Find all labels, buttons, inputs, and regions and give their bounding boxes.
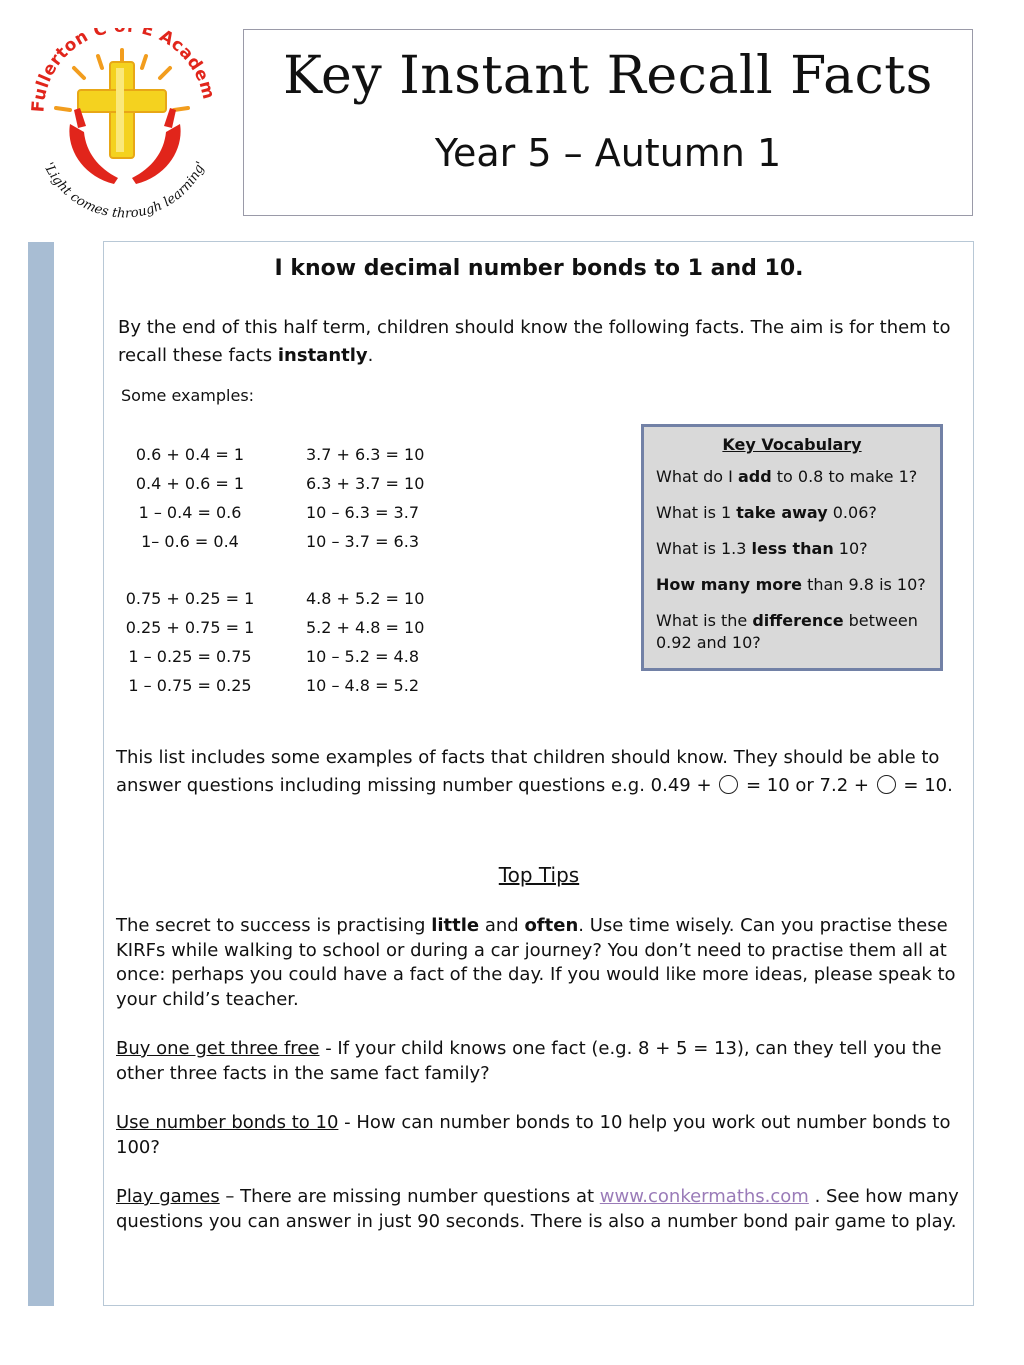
top-tips-heading: Top Tips bbox=[498, 863, 580, 887]
fact-item: 0.25 + 0.75 = 1 bbox=[125, 618, 255, 637]
page-title: Key Instant Recall Facts bbox=[283, 46, 933, 106]
fact-item: 0.75 + 0.25 = 1 bbox=[125, 589, 255, 608]
facts-group1-col1 bbox=[124, 440, 256, 556]
fact-item: 10 – 5.2 = 4.8 bbox=[306, 647, 419, 666]
facts-group2-col1 bbox=[124, 584, 256, 700]
fact-item: 1 – 0.75 = 0.25 bbox=[128, 676, 252, 695]
vocab-question: What is the difference between 0.92 and 10? bbox=[656, 611, 918, 652]
blank-circle-icon bbox=[877, 775, 896, 794]
school-logo-graphic bbox=[22, 28, 228, 218]
fact-item: 0.6 + 0.4 = 1 bbox=[135, 445, 245, 464]
intro-bold: instantly bbox=[277, 345, 368, 366]
section-heading: I know decimal number bonds to 1 and 10. bbox=[274, 256, 804, 281]
fact-item: 3.7 + 6.3 = 10 bbox=[306, 445, 425, 464]
vocab-question: What is 1 take away 0.06? bbox=[656, 503, 877, 522]
cross-icon bbox=[78, 62, 166, 158]
intro-end: . bbox=[367, 345, 374, 366]
fact-item: 5.2 + 4.8 = 10 bbox=[306, 618, 425, 637]
school-logo bbox=[22, 28, 228, 218]
fact-item: 10 – 3.7 = 6.3 bbox=[306, 532, 419, 551]
list-note: This list includes some examples of facts that children should know. They should be able to answer questions including missing number questions e.g. 0.49 + = 10 or 7.2 + = 10. bbox=[116, 747, 953, 796]
facts-group1-col2 bbox=[306, 440, 424, 556]
svg-text:'Light comes through learning' bbox=[40, 159, 209, 218]
fact-item: 10 – 4.8 = 5.2 bbox=[306, 676, 419, 695]
logo-motto: 'Light comes through learning' bbox=[40, 159, 210, 218]
tip-label: Use number bonds to 10 bbox=[116, 1112, 339, 1133]
tip-paragraph-number-bonds: Use number bonds to 10 - How can number bonds to 10 help you work out number bonds to 100? bbox=[116, 1112, 951, 1158]
fact-item: 1 – 0.4 = 0.6 bbox=[138, 503, 242, 522]
intro-paragraph bbox=[118, 314, 963, 370]
vocab-question: What do I add to 0.8 to make 1? bbox=[656, 467, 918, 486]
fact-item: 0.4 + 0.6 = 1 bbox=[135, 474, 245, 493]
fact-item: 4.8 + 5.2 = 10 bbox=[306, 589, 425, 608]
fact-item: 1 – 0.25 = 0.75 bbox=[128, 647, 252, 666]
tip-paragraph-play-games: Play games – There are missing number questions at www.conkermaths.com . See how many questions you can answer in just 90 seconds. There is also a number bond pair game to play. bbox=[116, 1186, 959, 1232]
key-vocabulary-box bbox=[641, 424, 943, 671]
conkermaths-link[interactable]: www.conkermaths.com bbox=[599, 1186, 809, 1207]
vocab-title: Key Vocabulary bbox=[722, 435, 862, 454]
content-panel bbox=[103, 241, 974, 1306]
intro-text: By the end of this half term, children should know the following facts. The aim is for them to recall these facts bbox=[118, 317, 951, 366]
tip-label: Buy one get three free bbox=[116, 1038, 320, 1059]
tip-paragraph-buy-one: Buy one get three free - If your child knows one fact (e.g. 8 + 5 = 13), can they tell you the other three facts in the same fact family? bbox=[116, 1038, 942, 1084]
vocab-question: What is 1.3 less than 10? bbox=[656, 539, 868, 558]
tip-paragraph-practice: The secret to success is practising little and often. Use time wisely. Can you practise these KIRFs while walking to school or during a car journey? You don’t need to practise them all at once: perhaps you could have a fact of the day. If you would like more ideas, please speak to your child’s teacher. bbox=[116, 915, 956, 1010]
tip-label: Play games bbox=[116, 1186, 220, 1207]
fact-item: 1– 0.6 = 0.4 bbox=[141, 532, 239, 551]
fact-item: 10 – 6.3 = 3.7 bbox=[306, 503, 419, 522]
fact-item: 6.3 + 3.7 = 10 bbox=[306, 474, 425, 493]
vocab-question: How many more than 9.8 is 10? bbox=[656, 575, 926, 594]
examples-label: Some examples: bbox=[121, 386, 255, 405]
side-accent-bar bbox=[28, 242, 54, 1306]
header-box bbox=[243, 29, 973, 216]
page-subtitle: Year 5 – Autumn 1 bbox=[434, 131, 782, 175]
facts-group2-col2 bbox=[306, 584, 424, 700]
logo-arc-text: Fullerton C E Academ bbox=[28, 28, 219, 113]
blank-circle-icon bbox=[719, 775, 738, 794]
